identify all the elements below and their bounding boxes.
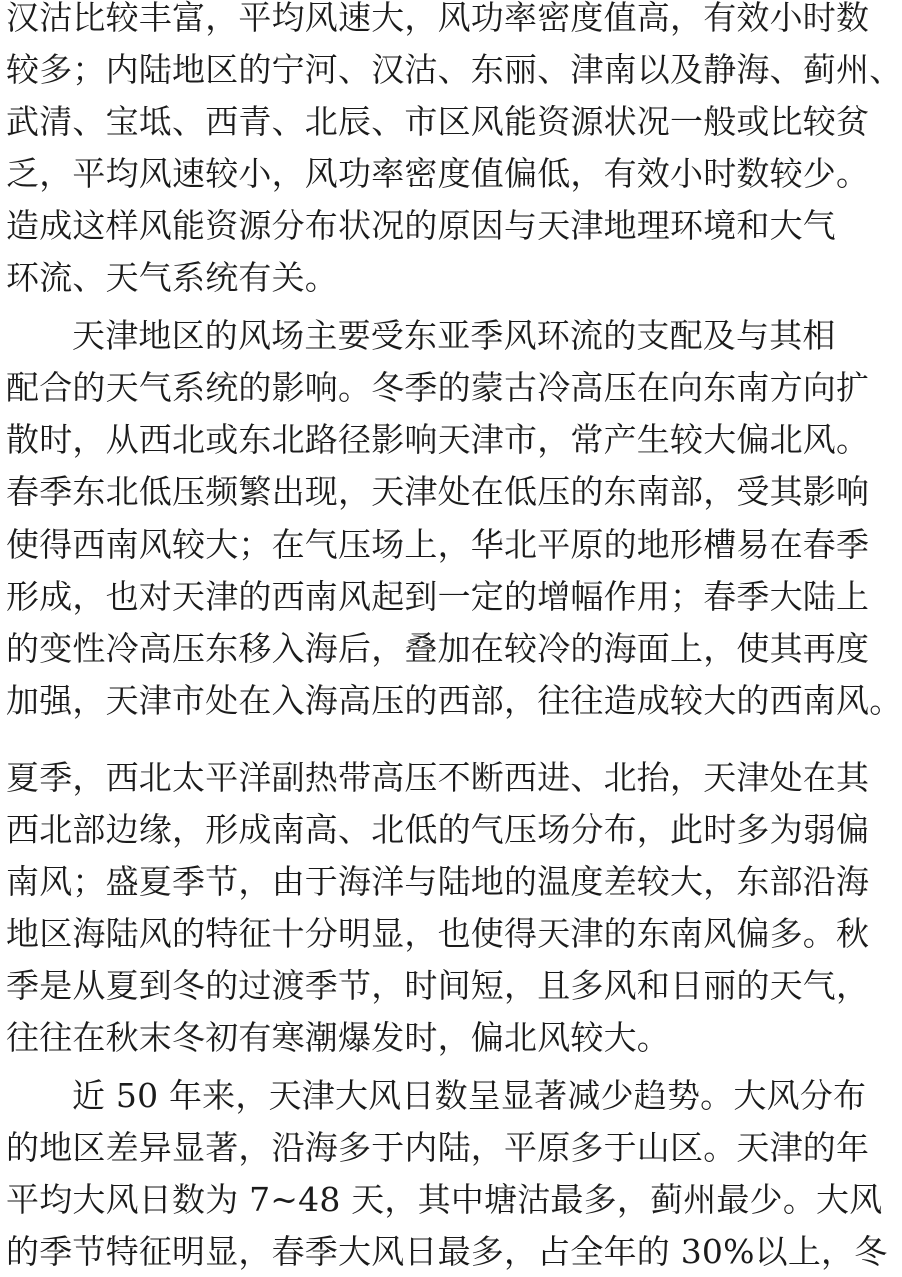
text-line: 武清、宝坻、西青、北辰、市区风能资源状况一般或比较贫 [6,102,870,141]
paragraph-first-line: 近 50 年来，天津大风日数呈显著减少趋势。大风分布 [72,1076,867,1115]
text-line: 汉沽比较丰富，平均风速大，风功率密度值高，有效小时数 [6,0,870,37]
text-line: 配合的天气系统的影响。冬季的蒙古冷高压在向东南方向扩 [6,368,870,407]
text-line: 季是从夏到冬的过渡季节，时间短，且多风和日丽的天气， [6,966,870,1005]
text-line: 使得西南风较大；在气压场上，华北平原的地形槽易在春季 [6,525,870,564]
text-line: 较多；内陆地区的宁河、汉沽、东丽、津南以及静海、蓟州、 [6,50,902,89]
text-line: 环流、天气系统有关。 [6,258,338,297]
text-line: 南风；盛夏季节，由于海洋与陆地的温度差较大，东部沿海 [6,862,870,901]
text-line: 形成，也对天津的西南风起到一定的增幅作用；春季大陆上 [6,577,870,616]
text-line: 夏季，西北太平洋副热带高压不断西进、北抬，天津处在其 [6,758,870,797]
text-line: 平均大风日数为 7~48 天，其中塘沽最多，蓟州最少。大风 [6,1180,883,1219]
text-line: 地区海陆风的特征十分明显，也使得天津的东南风偏多。秋 [6,914,870,953]
text-line: 乏，平均风速较小，风功率密度值偏低，有效小时数较少。 [6,154,870,193]
text-line: 造成这样风能资源分布状况的原因与天津地理环境和大气 [6,206,836,245]
text-line: 的地区差异显著，沿海多于内陆，平原多于山区。天津的年 [6,1128,870,1167]
paragraph-first-line: 天津地区的风场主要受东亚季风环流的支配及与其相 [72,316,836,355]
text-line: 散时，从西北或东北路径影响天津市，常产生较大偏北风。 [6,420,870,459]
text-line: 往往在秋末冬初有寒潮爆发时，偏北风较大。 [6,1018,670,1057]
text-line: 西北部边缘，形成南高、北低的气压场分布，此时多为弱偏 [6,810,870,849]
text-line: 春季东北低压频繁出现，天津处在低压的东南部，受其影响 [6,472,870,511]
text-line: 加强，天津市处在入海高压的西部，往往造成较大的西南风。 [6,681,902,720]
text-line: 的变性冷高压东移入海后，叠加在较冷的海面上，使其再度 [6,629,870,668]
text-line: 的季节特征明显，春季大风日最多，占全年的 30%以上，冬 [6,1232,888,1271]
